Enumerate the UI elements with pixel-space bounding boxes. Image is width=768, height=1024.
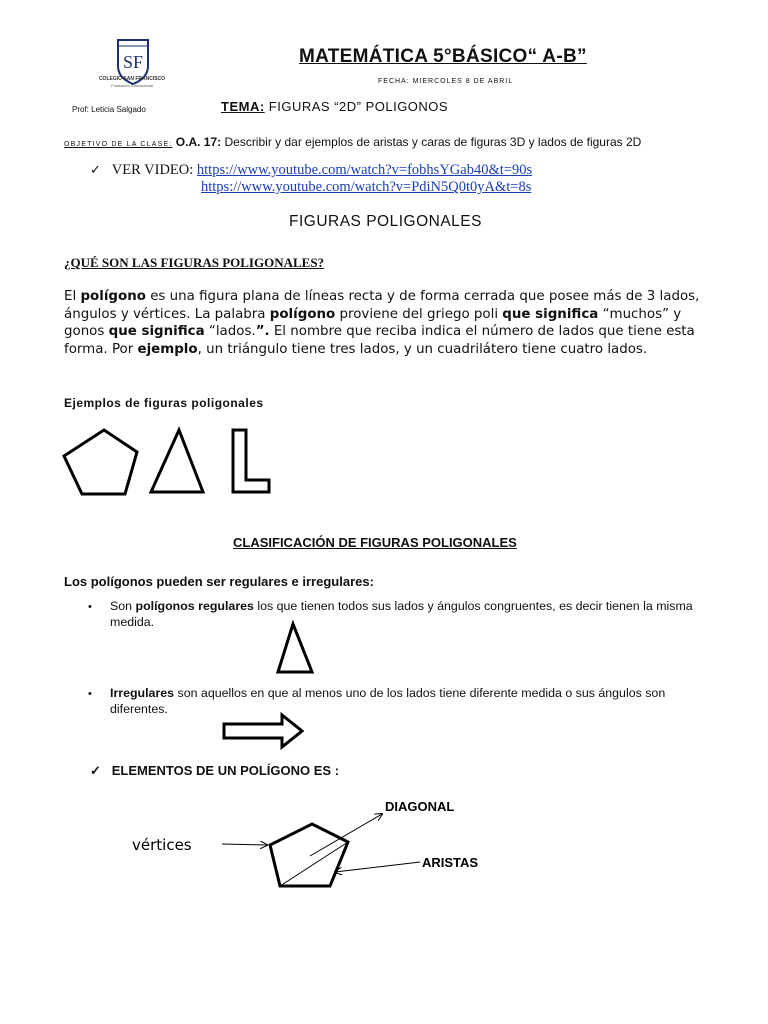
- pentagon-diagram-shape: [270, 824, 348, 886]
- video-link-2[interactable]: https://www.youtube.com/watch?v=PdiN5Q0t0yA&t=8s: [201, 179, 532, 195]
- example-shapes: [55, 420, 285, 505]
- vertices-arrow: [222, 844, 267, 845]
- objective-text: Describir y dar ejemplos de aristas y caras de figuras 3D y lados de figuras 2D: [221, 135, 642, 149]
- l-shape: [233, 430, 269, 492]
- objective-line: [64, 135, 641, 149]
- video-line: [90, 162, 532, 179]
- checkmark-icon: ✓: [90, 763, 101, 778]
- school-subtitle: Fundación Educacional: [111, 83, 153, 88]
- elements-heading: ✓ ELEMENTOS DE UN POLÍGONO ES :: [90, 763, 340, 778]
- bullet-icon: •: [88, 601, 92, 613]
- diagonal-label: DIAGONAL: [385, 799, 455, 814]
- aristas-label: ARISTAS: [422, 855, 479, 870]
- checkmark-icon: ✓: [90, 162, 101, 177]
- video-link-1[interactable]: https://www.youtube.com/watch?v=fobhsYGab40&t=90s: [196, 162, 533, 178]
- regular-triangle-shape: [274, 620, 318, 676]
- school-name: COLEGIO SAN FRANCISCO: [98, 76, 166, 82]
- bullet-icon: •: [88, 688, 92, 700]
- document-date: FECHA: MIERCOLES 8 DE ABRIL: [378, 78, 514, 85]
- definition-paragraph: El polígono es una figura plana de líneas recta y de forma cerrada que posee más de 3 lados, ángulos y vértices. La palabra polígono proviene del griego poli que significa “muchos” y gonos que significa “lados.”. El nombre que reciba indica el número de lados que tiene esta forma. Por ejemplo, un triángulo tiene tres lados, y un cuadrilátero tiene cuatro lados.: [64, 289, 700, 357]
- objective-code: O.A. 17:: [172, 135, 222, 149]
- objective-label: OBJETIVO DE LA CLASE:: [64, 141, 173, 148]
- document-title: MATEMÁTICA 5°BÁSICO“ A-B”: [299, 46, 587, 67]
- topic-label: TEMA:: [221, 99, 265, 114]
- video-label: VER VIDEO:: [111, 162, 197, 178]
- pentagon-shape: [64, 430, 137, 494]
- polygon-elements-diagram: [120, 790, 520, 900]
- teacher-name: Prof: Leticia Salgado: [72, 105, 146, 114]
- vertices-label: vértices: [132, 836, 192, 854]
- topic-line: [221, 99, 448, 114]
- irregular-bullet-item: • Irregulares son aquellos en que al menos uno de los lados tiene diferente medida o sus ángulos son diferentes.: [88, 686, 666, 716]
- topic-text: FIGURAS “2D” POLIGONOS: [264, 99, 449, 114]
- aristas-arrow: [335, 862, 420, 872]
- examples-heading: Ejemplos de figuras poligonales: [64, 396, 264, 410]
- arrow-shape: [222, 712, 304, 750]
- svg-text:SF: SF: [122, 52, 144, 72]
- section-title: FIGURAS POLIGONALES: [289, 213, 482, 230]
- triangle-example-shape: [151, 430, 203, 492]
- types-intro: Los polígonos pueden ser regulares e irregulares:: [64, 574, 374, 589]
- regular-bullet-item: • Son polígonos regulares los que tienen todos sus lados y ángulos congruentes, es decir tienen la misma medida.: [88, 599, 693, 629]
- classification-heading: CLASIFICACIÓN DE FIGURAS POLIGONALES: [233, 535, 517, 550]
- question-heading: ¿QUÉ SON LAS FIGURAS POLIGONALES?: [64, 255, 325, 270]
